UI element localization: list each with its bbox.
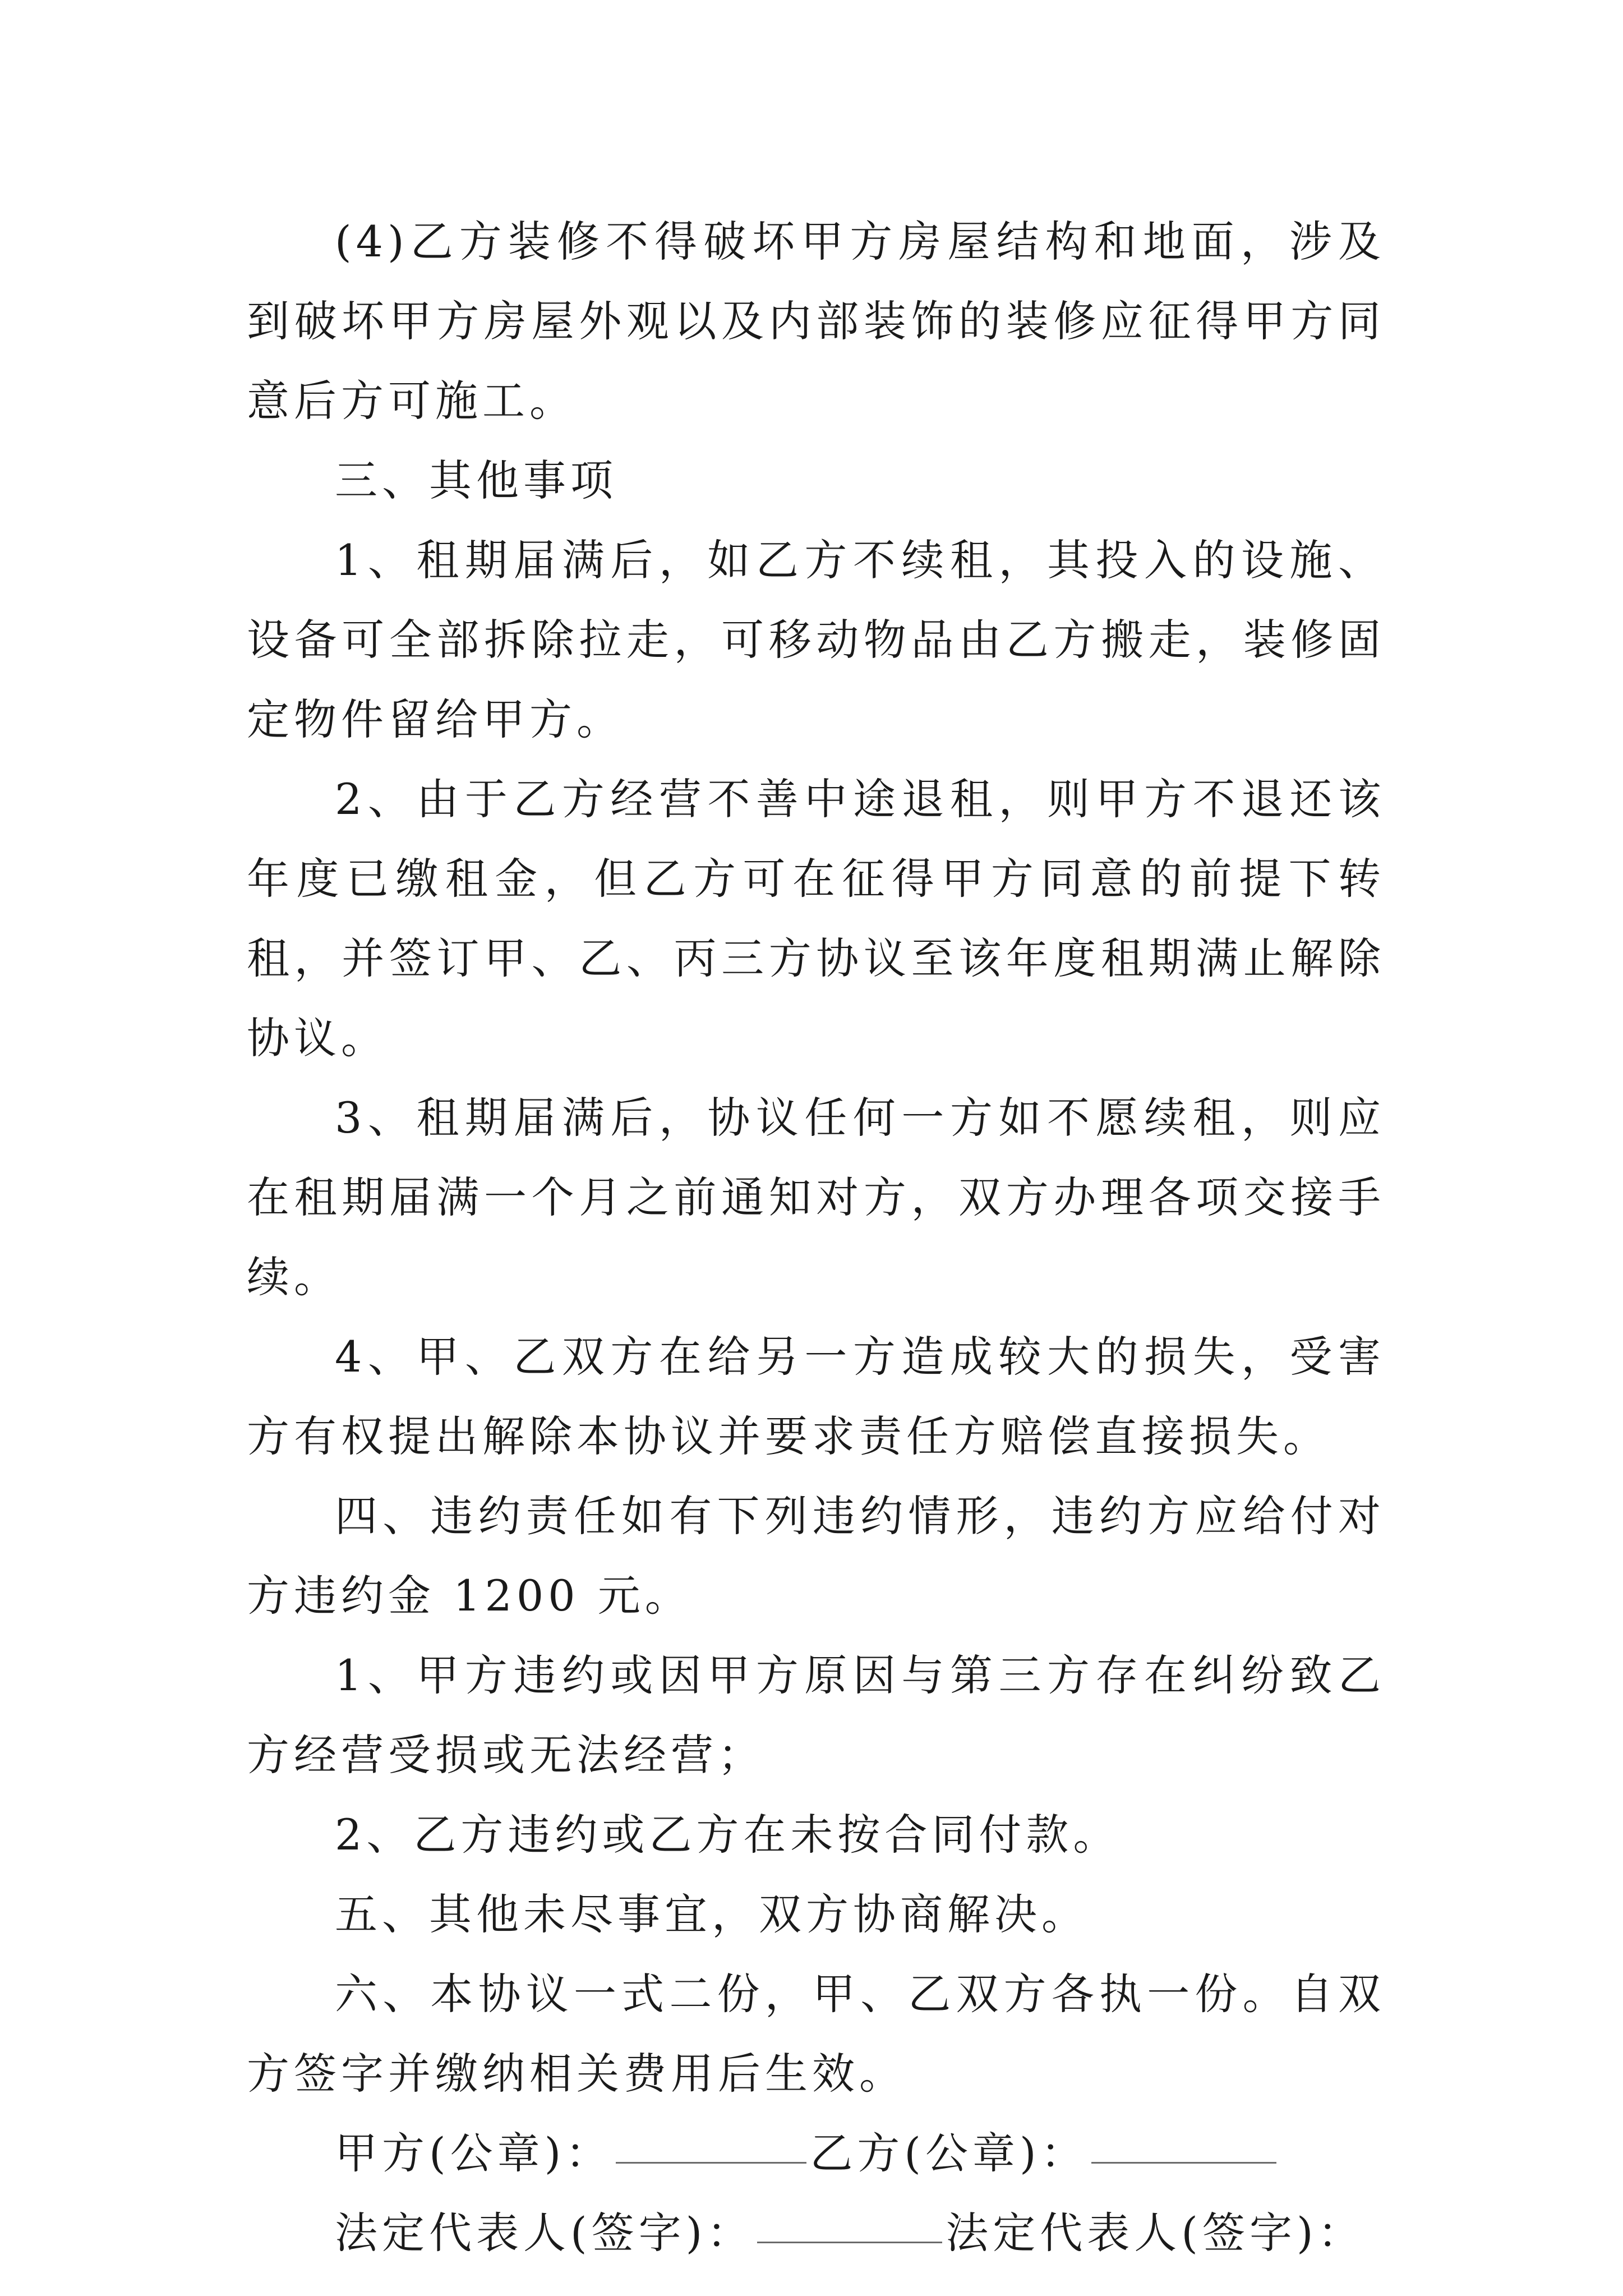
rep-b-label: 法定代表人(签字)：: [946, 2208, 1365, 2258]
paragraph-other-4: 4、甲、乙双方在给另一方造成较大的损失，受害方有权提出解除本协议并要求责任方赔偿直接损失。: [247, 1332, 1385, 1461]
section-heading-unresolved: 五、其他未尽事宜，双方协商解决。: [335, 1889, 1089, 1939]
paragraph-breach-2: 2、乙方违约或乙方在未按合同付款。: [335, 1810, 1121, 1860]
section-heading-breach: 四、违约责任如有下列违约情形，违约方应给付对方违约金 1200 元。: [247, 1491, 1385, 1621]
paragraph-renovation-clause: (4)乙方装修不得破坏甲方房屋结构和地面，涉及到破坏甲方房屋外观以及内部装饰的装修应征得甲方同意后方可施工。: [247, 217, 1385, 426]
signature-line-representatives: [247, 2193, 1385, 2273]
party-a-seal-label: 甲方(公章)：: [335, 2128, 613, 2178]
signature-line-seals: [247, 2114, 1385, 2193]
party-a-seal-blank: [616, 2123, 806, 2164]
rep-a-label: 法定代表人(签字)：: [335, 2208, 754, 2258]
paragraph-other-2: 2、由于乙方经营不善中途退租，则甲方不退还该年度已缴租金，但乙方可在征得甲方同意的前提下转租，并签订甲、乙、丙三方协议至该年度租期满止解除协议。: [247, 774, 1385, 1063]
rep-a-blank: [757, 2202, 942, 2243]
paragraph-breach-1: 1、甲方违约或因甲方原因与第三方存在纠纷致乙方经营受损或无法经营；: [247, 1650, 1385, 1780]
document-body: [247, 202, 1385, 2273]
section-heading-copies: 六、本协议一式二份，甲、乙双方各执一份。自双方签字并缴纳相关费用后生效。: [247, 1969, 1385, 2099]
section-heading-other-matters: 三、其他事项: [335, 455, 617, 505]
party-b-seal-blank: [1091, 2123, 1276, 2164]
party-b-seal-label: 乙方(公章)：: [810, 2128, 1088, 2178]
paragraph-other-1: 1、租期届满后，如乙方不续租，其投入的设施、设备可全部拆除拉走，可移动物品由乙方搬走，装修固定物件留给甲方。: [247, 535, 1385, 744]
paragraph-other-3: 3、租期届满后，协议任何一方如不愿续租，则应在租期届满一个月之前通知对方，双方办理各项交接手续。: [247, 1093, 1385, 1302]
